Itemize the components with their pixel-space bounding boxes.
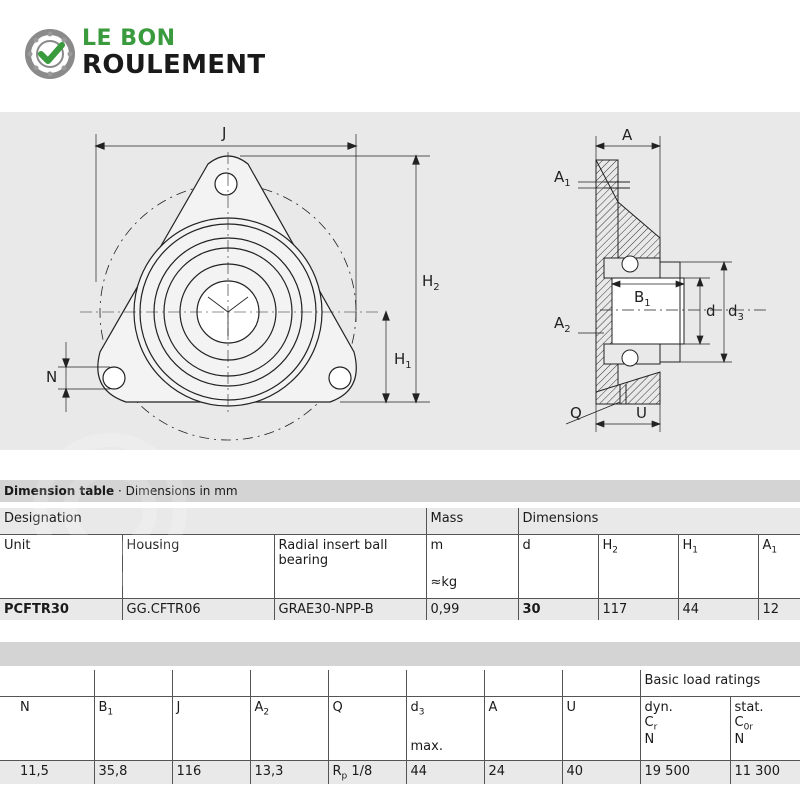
header-radial-insert: Radial insert ball bearing: [274, 534, 426, 598]
header-housing: Housing: [122, 534, 274, 598]
cell-h1: 44: [678, 598, 758, 620]
cell-housing: GG.CFTR06: [122, 598, 274, 620]
header-h1: $H_1$: [678, 534, 758, 598]
cell-h2: 117: [598, 598, 678, 620]
dim-label-d3: d: [728, 302, 738, 320]
svg-text:A2: $A_2$: [554, 314, 571, 335]
bearing-drawing-svg: [0, 112, 800, 450]
cell-d: 30: [518, 598, 598, 620]
cell-n: 11,5: [0, 760, 94, 784]
cell-b1: 35,8: [94, 760, 172, 784]
table-row: [0, 760, 800, 784]
cell-unit: PCFTR30: [0, 598, 122, 620]
cell-mass: 0,99: [426, 598, 518, 620]
svg-text:A1: $A_1$: [554, 168, 571, 189]
header-j: J: [172, 696, 250, 760]
dim-label-N: N: [46, 368, 58, 386]
front-view: [58, 134, 430, 440]
header-dimensions: Dimensions: [518, 508, 800, 534]
cell-a1: 12: [758, 598, 800, 620]
logo-line-1: LE BON: [82, 26, 176, 51]
header-a1: $A_1$: [758, 534, 800, 598]
header-u: U: [562, 696, 640, 760]
dimension-table-title: Dimension table · Dimensions in mm: [0, 480, 800, 502]
header-designation: Designation: [0, 508, 426, 534]
header-d: d: [518, 534, 598, 598]
cell-d3: 44: [406, 760, 484, 784]
brand-logo: [24, 26, 304, 86]
table-row: [0, 598, 800, 620]
cell-c0r: 11 300: [730, 760, 800, 784]
dim-label-A2: A: [554, 314, 565, 332]
dim-label-Q: Q: [570, 404, 582, 422]
header-n: N: [0, 696, 94, 760]
header-b1: $B_1$: [94, 696, 172, 760]
header-basic-load-ratings: Basic load ratings: [640, 670, 800, 696]
cell-j: 116: [172, 760, 250, 784]
header-a2: $A_2$: [250, 696, 328, 760]
dim-label-A1: A: [554, 168, 565, 186]
header-c0r: stat. $C_{0r}$ N: [730, 696, 800, 760]
dim-label-U: U: [636, 404, 647, 422]
technical-drawing: [0, 112, 800, 450]
dim-label-B1: B: [634, 288, 645, 306]
svg-text:d3: $d_3$: [728, 302, 744, 323]
header-h2: $H_2$: [598, 534, 678, 598]
load-rating-table: [0, 670, 800, 784]
header-unit: Unit: [0, 534, 122, 598]
dim-label-A: A: [622, 126, 633, 144]
svg-text:B1: $B_1$: [634, 288, 651, 309]
cell-q: $R_p$ 1/8: [328, 760, 406, 784]
dim-label-H1: H: [394, 350, 406, 368]
header-mass-unit: m ≈kg: [426, 534, 518, 598]
cell-a: 24: [484, 760, 562, 784]
dim-label-J: J: [222, 124, 227, 142]
cell-radial: GRAE30-NPP-B: [274, 598, 426, 620]
header-d3: $d_3$ max.: [406, 696, 484, 760]
dim-label-d: d: [706, 302, 716, 320]
dimension-table: [0, 508, 800, 620]
header-a: A: [484, 696, 562, 760]
side-view: [596, 160, 684, 404]
dim-label-H2: H: [422, 272, 434, 290]
cell-cr: 19 500: [640, 760, 730, 784]
header-q: Q: [328, 696, 406, 760]
cell-u: 40: [562, 760, 640, 784]
table-2-band: [0, 642, 800, 666]
svg-text:H2: $H_2$: [422, 272, 440, 293]
bearing-check-icon: [24, 28, 76, 80]
cell-a2: 13,3: [250, 760, 328, 784]
svg-text:H1: $H_1$: [394, 350, 412, 371]
header-cr: dyn. $C_r$ N: [640, 696, 730, 760]
header-mass: Mass: [426, 508, 518, 534]
logo-line-2: ROULEMENT: [82, 50, 266, 80]
